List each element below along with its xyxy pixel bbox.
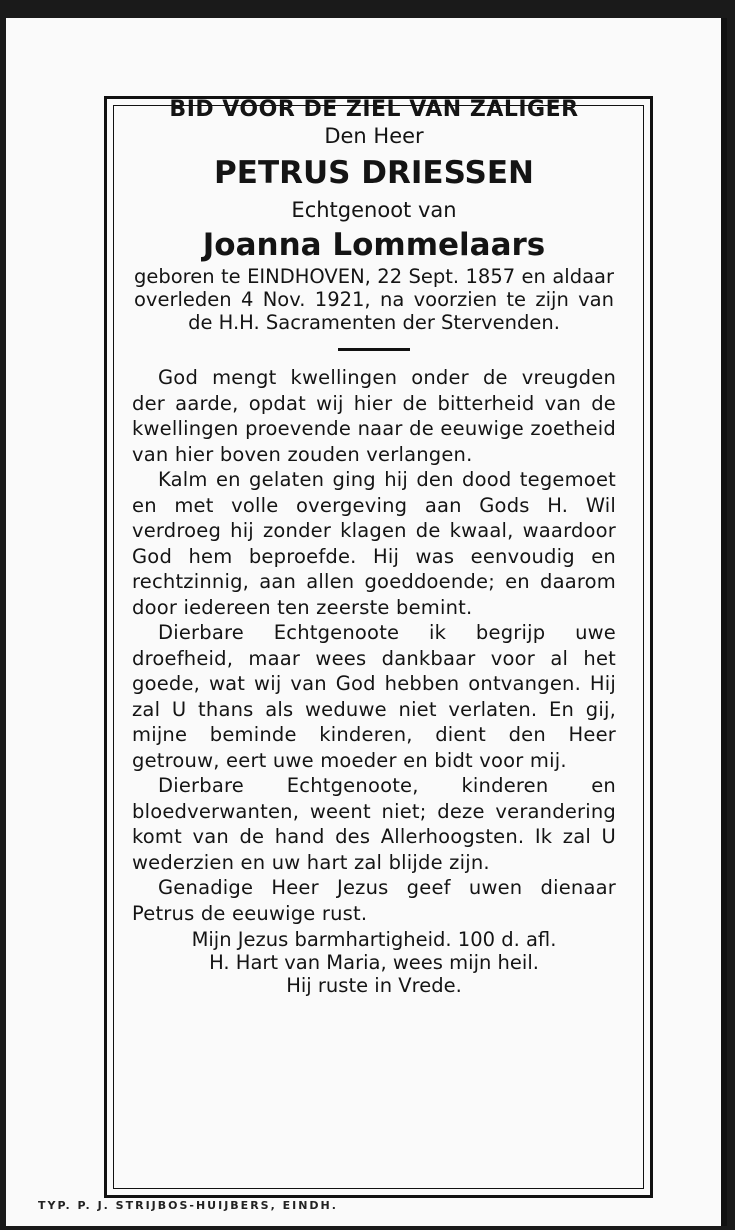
- deceased-name: PETRUS DRIESSEN: [214, 155, 534, 191]
- closing-line-1: Mijn Jezus barmhartigheid. 100 d. afl.: [191, 928, 557, 951]
- closing-line-3: Hij ruste in Vrede.: [286, 974, 462, 997]
- paragraph-5: Genadige Heer Jezus geef uwen dienaar Petrus de eeuwige rust.: [132, 876, 616, 925]
- paragraph-2: Kalm en gelaten ging hij den dood tegemoet en met volle overgeving aan Gods H. Wil verdroeg hij zonder klagen de kwaal, waardoor God hem beproefde. Hij was eenvoudig en rechtzinnig, aan allen goeddoende; en daarom door iedereen ten zeerste bemint.: [132, 468, 616, 619]
- closing-prayers: [132, 928, 616, 997]
- prayer-heading: BID VOOR DE ZIEL VAN ZALIGER: [169, 97, 579, 122]
- paragraph-4: Dierbare Echtgenoote, kinderen en bloedverwanten, weent niet; deze verandering komt van de hand des Allerhoogsten. Ik zal U wederzien en uw hart zal blijde zijn.: [132, 774, 616, 874]
- title-den-heer: Den Heer: [324, 124, 424, 148]
- closing-line-2: H. Hart van Maria, wees mijn heil.: [209, 951, 539, 974]
- divider-rule: [338, 348, 410, 351]
- card-content: [132, 95, 616, 997]
- paragraph-3: Dierbare Echtgenoote ik begrijp uwe droefheid, maar wees dankbaar voor al het goede, wat wij van God hebben ontvangen. Hij zal U thans als weduwe niet verlaten. En gij, mijne beminde kinderen, dient den Heer getrouw, eert uwe moeder en bidt voor mij.: [132, 621, 616, 772]
- birth-death-text: geboren te EINDHOVEN, 22 Sept. 1857 en aldaar overleden 4 Nov. 1921, na voorzien te zijn van de H.H. Sacramenten der Stervenden.: [134, 265, 614, 334]
- relation-line: Echtgenoot van: [291, 198, 457, 222]
- spouse-name: Joanna Lommelaars: [202, 227, 546, 263]
- paragraph-1: God mengt kwellingen onder de vreugden der aarde, opdat wij hier de bitterheid van de kwellingen proevende naar de eeuwige zoetheid van hier boven zouden verlangen.: [132, 366, 616, 466]
- printer-credit: TYP. P. J. STRIJBOS-HUIJBERS, EINDH.: [38, 1199, 338, 1212]
